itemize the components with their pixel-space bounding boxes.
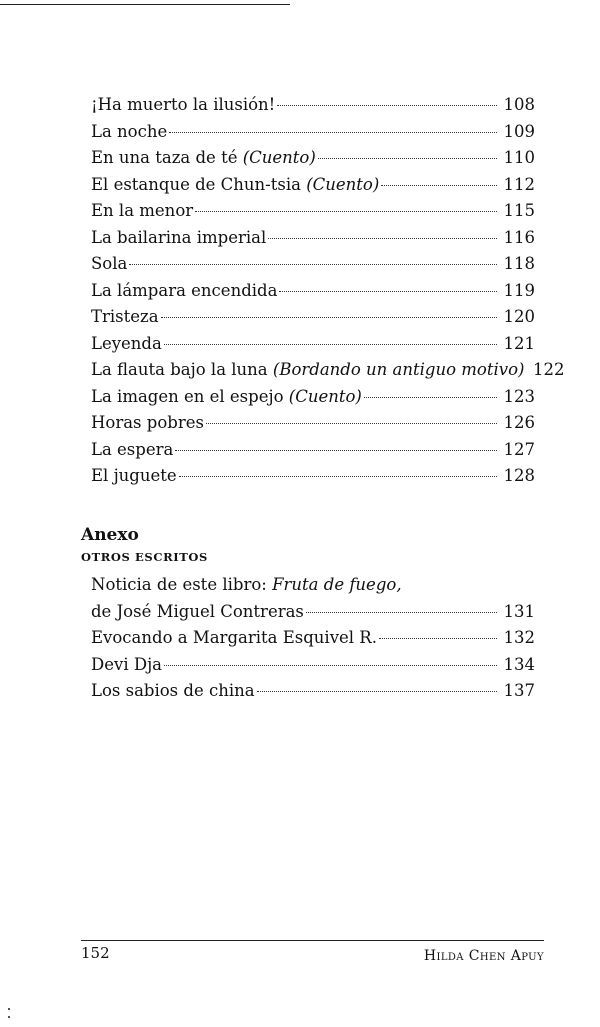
toc-entry-row <box>91 225 535 252</box>
annex-entry-page: 137 <box>503 681 535 700</box>
toc-entry-title <box>91 357 524 384</box>
toc-entry-page: 119 <box>503 280 535 300</box>
toc-entry-page: 110 <box>503 148 535 167</box>
toc-entry-subtitle: (Cuento) <box>306 174 380 194</box>
toc-entry-page: 127 <box>503 439 535 459</box>
toc-entry-page: 112 <box>503 174 535 194</box>
leader-dots <box>164 665 497 666</box>
annex-entry-title <box>91 625 377 652</box>
toc-entry-page: 108 <box>503 95 535 114</box>
scan-speck <box>8 1016 10 1018</box>
toc-entry-title <box>91 225 266 252</box>
annex-list <box>91 572 535 705</box>
scan-speck <box>8 1008 10 1010</box>
toc-entry-page: 121 <box>503 333 535 353</box>
toc-entry-title-text: Leyenda <box>91 333 162 353</box>
toc-entry-row <box>91 304 535 331</box>
annex-entry-title-text: Evocando a Margarita Esquivel R. <box>91 628 377 647</box>
leader-dots <box>161 317 497 318</box>
toc-entry-row <box>91 119 535 146</box>
toc-entry-subtitle: (Bordando un antiguo motivo) <box>272 360 525 379</box>
annex-entry-first-line2 <box>91 599 535 626</box>
toc-entry-title-text: La bailarina imperial <box>91 227 267 247</box>
leader-dots <box>169 132 497 133</box>
leader-dots <box>277 105 497 106</box>
toc-entry-title <box>91 278 277 305</box>
toc-entry-title <box>91 410 204 437</box>
toc-entry-page: 109 <box>503 121 535 141</box>
toc-entry-page: 126 <box>503 413 535 432</box>
toc-entry-title <box>91 119 167 146</box>
toc-entry-page: 123 <box>503 386 535 406</box>
toc-entry-row <box>91 463 535 490</box>
toc-entry-title <box>91 145 316 172</box>
toc-entry-title <box>91 304 159 331</box>
toc-entry-subtitle: (Cuento) <box>242 148 316 167</box>
toc-entry-title-text: El juguete <box>91 466 177 485</box>
leader-dots <box>206 423 497 424</box>
annex-entry-page: 134 <box>503 654 535 674</box>
leader-dots <box>257 691 497 692</box>
toc-entry-title <box>91 251 127 278</box>
toc-entry-page: 120 <box>503 307 535 326</box>
toc-entry-title-text: Tristeza <box>91 307 159 326</box>
leader-dots <box>268 238 497 239</box>
toc-entry-title-text: La noche <box>91 121 168 141</box>
annex-entry-first-page: 131 <box>503 601 535 621</box>
toc-entry-row <box>91 410 535 437</box>
leader-dots <box>306 612 497 613</box>
annex-entry-title-text: Devi Dja <box>91 654 163 674</box>
toc-entry-row <box>91 92 535 119</box>
toc-entry-title <box>91 198 193 225</box>
leader-dots <box>364 397 497 398</box>
toc-entry-row <box>91 251 535 278</box>
annex-entry-title <box>91 652 162 679</box>
annex-entries <box>91 625 535 705</box>
toc-entry-row <box>91 357 565 384</box>
toc-entry-row <box>91 384 535 411</box>
annex-entry-first-italic: Fruta de fuego, <box>272 575 402 594</box>
annex-entry-first-line1 <box>91 572 535 599</box>
toc-entry-title <box>91 172 379 199</box>
toc-entry-subtitle: (Cuento) <box>288 386 362 406</box>
annex-entry-title-text: Los sabios de china <box>91 681 255 700</box>
toc-entry-row <box>91 145 535 172</box>
annex-entry-row <box>91 678 535 705</box>
toc-entry-page: 118 <box>503 254 535 273</box>
toc-entry-title <box>91 463 177 490</box>
running-head: Hilda Chen Apuy <box>423 948 544 964</box>
leader-dots <box>318 158 497 159</box>
top-rule <box>0 4 290 5</box>
annex-section <box>81 524 541 566</box>
annex-heading: Anexo <box>81 525 139 545</box>
toc-entry-row <box>91 198 535 225</box>
leader-dots <box>279 291 497 292</box>
leader-dots <box>195 211 497 212</box>
toc-entry-page: 122 <box>532 360 565 379</box>
toc-entry-title-text: El estanque de Chun-tsia <box>91 174 307 194</box>
annex-subheading: OTROS ESCRITOS <box>81 550 208 564</box>
toc-entry-title-text: En una taza de té <box>91 148 243 167</box>
toc-entry-page: 128 <box>503 466 535 485</box>
leader-dots <box>379 638 497 639</box>
table-of-contents <box>91 92 565 490</box>
annex-entry-page: 132 <box>503 628 535 647</box>
toc-entry-row <box>91 437 535 464</box>
toc-entry-title <box>91 331 162 358</box>
annex-entry-row <box>91 625 535 652</box>
leader-dots <box>179 476 497 477</box>
annex-entry-first-title: de José Miguel Contreras <box>91 601 304 621</box>
footer-rule <box>81 940 544 941</box>
leader-dots <box>164 344 497 345</box>
annex-entry-title <box>91 678 255 705</box>
toc-entry-row <box>91 172 535 199</box>
toc-entry-title <box>91 437 173 464</box>
toc-entry-title-text: La flauta bajo la luna <box>91 360 273 379</box>
leader-dots <box>175 450 497 451</box>
toc-entry-title-text: Horas pobres <box>91 413 204 432</box>
leader-dots <box>381 185 497 186</box>
annex-entry-first-prefix: Noticia de este libro: <box>91 575 273 594</box>
toc-entry-title-text: La espera <box>91 439 174 459</box>
toc-entry-title <box>91 384 362 411</box>
toc-entry-row <box>91 331 535 358</box>
toc-entry-title <box>91 92 275 119</box>
toc-entry-title-text: ¡Ha muerto la ilusión! <box>91 95 276 114</box>
toc-entry-page: 115 <box>503 201 535 220</box>
toc-entry-title-text: La lámpara encendida <box>91 280 278 300</box>
toc-entry-title-text: En la menor <box>91 201 194 220</box>
toc-entry-row <box>91 278 535 305</box>
toc-entry-title-text: La imagen en el espejo <box>91 386 289 406</box>
toc-entry-title-text: Sola <box>91 254 128 273</box>
page-number: 152 <box>81 944 110 962</box>
leader-dots <box>129 264 497 265</box>
toc-entry-page: 116 <box>503 227 535 247</box>
annex-entry-row <box>91 652 535 679</box>
